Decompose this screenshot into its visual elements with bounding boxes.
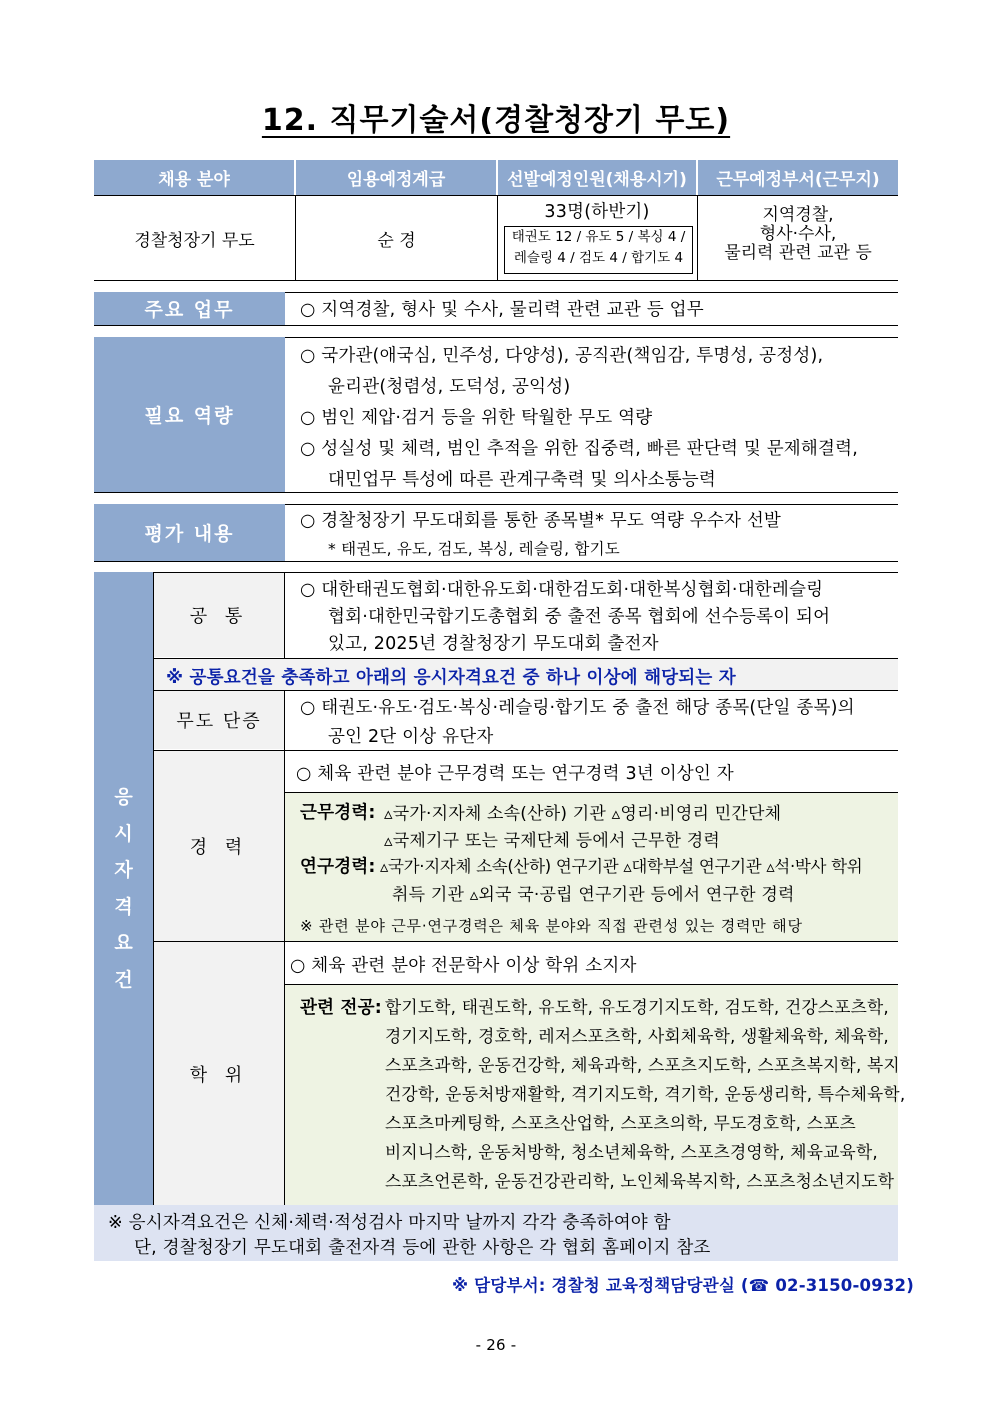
page-number: - 26 - <box>475 1336 517 1354</box>
career-label: 경 력 <box>154 751 284 941</box>
evaluation-note: * 태권도, 유도, 검도, 복싱, 레슬링, 합기도 <box>328 540 620 558</box>
common-line: 협회·대한민국합기도총협회 중 출전 종목 협회에 선수등록이 되어 <box>328 607 831 627</box>
competency-line: ○ 국가관(애국심, 민주성, 다양성), 공직관(책임감, 투명성, 공정성), <box>300 346 824 366</box>
count-value: 33명(하반기) <box>544 202 650 222</box>
major-line: 비지니스학, 운동처방학, 청소년체육학, 스포츠경영학, 체육교육학, <box>385 1142 878 1162</box>
major-line: 스포츠마케팅학, 스포츠산업학, 스포츠의학, 무도경호학, 스포츠 <box>385 1113 856 1133</box>
dept-line: 지역경찰, <box>762 205 834 225</box>
dan-line: ○ 태권도·유도·검도·복싱·레슬링·합기도 중 출전 해당 종목(단일 종목)의 <box>300 698 855 718</box>
work-career-line: ▵국제기구 또는 국제단체 등에서 근무한 경력 <box>384 831 720 851</box>
footnote-line: ※ 응시자격요건은 신체·체력·적성검사 마지막 날까지 각각 충족하여야 함 <box>108 1213 671 1233</box>
research-career-line: ▵국가·지자체 소속(산하) 연구기관 ▵대학부설 연구기관 ▵석·박사 학위 <box>380 857 863 876</box>
degree-main: ○ 체육 관련 분야 전문학사 이상 학위 소지자 <box>290 956 637 976</box>
major-label: 관련 전공: <box>300 998 382 1018</box>
degree-label: 학 위 <box>154 942 284 1205</box>
qualification-label-text: 응시자격요건 <box>114 786 133 991</box>
evaluation-line: ○ 경찰청장기 무도대회를 통한 종목별* 무도 역량 우수자 선발 <box>300 511 782 531</box>
page-title: 12. 직무기술서(경찰청장기 무도) <box>261 103 731 138</box>
breakdown-line: 레슬링 4 / 검도 4 / 합기도 4 <box>513 250 684 266</box>
competency-line: ○ 범인 제압·검거 등을 위한 탁월한 무도 역량 <box>300 408 653 428</box>
common-line: ○ 대한태권도협회·대한유도회·대한검도회·대한복싱협회·대한레슬링 <box>300 580 824 600</box>
common-line: 있고, 2025년 경찰청장기 무도대회 출전자 <box>328 634 659 654</box>
competency-line: 대민업무 특성에 따른 관계구축력 및 의사소통능력 <box>328 470 717 490</box>
header-count: 선발예정인원(채용시기) <box>498 160 696 195</box>
major-line: 경기지도학, 경호학, 레저스포츠학, 사회체육학, 생활체육학, 체육학, <box>385 1026 889 1046</box>
dept-line: 형사·수사, <box>759 224 837 244</box>
major-line: 스포츠언론학, 운동건강관리학, 노인체육복지학, 스포츠청소년지도학 <box>385 1171 895 1191</box>
notice-text: ※ 공통요건을 충족하고 아래의 응시자격요건 중 하나 이상에 해당되는 자 <box>166 668 736 688</box>
count-breakdown-box <box>504 226 693 274</box>
footnote-line: 단, 경찰청장기 무도대회 출전자격 등에 관한 사항은 각 협회 홈페이지 참조 <box>134 1238 711 1258</box>
duties-label: 주요 업무 <box>94 292 285 325</box>
competency-line: ○ 성실성 및 체력, 범인 추적을 위한 집중력, 빠른 판단력 및 문제해결력, <box>300 439 858 459</box>
work-career-line: ▵국가·지자체 소속(산하) 기관 ▵영리·비영리 민간단체 <box>384 804 782 824</box>
dept-value <box>698 206 898 263</box>
field-value: 경찰청장기 무도 <box>134 230 255 251</box>
duties-text: ○ 지역경찰, 형사 및 수사, 물리력 관련 교관 등 업무 <box>300 300 704 320</box>
contact-info: ※ 담당부서: 경찰청 교육정책담당관실 (☎ 02-3150-0932) <box>452 1276 914 1295</box>
competency-label: 필요 역량 <box>94 337 285 492</box>
qualification-label <box>94 572 153 1205</box>
common-label: 공 통 <box>154 573 284 657</box>
dept-line: 물리력 관련 교관 등 <box>724 243 872 263</box>
career-main: ○ 체육 관련 분야 근무경력 또는 연구경력 3년 이상인 자 <box>296 764 734 784</box>
research-career-line: 취득 기관 ▵외국 국·공립 연구기관 등에서 연구한 경력 <box>392 885 795 905</box>
career-note: ※ 관련 분야 근무·연구경력은 체육 분야와 직접 관련성 있는 경력만 해당 <box>300 917 803 935</box>
major-line: 건강학, 운동처방재활학, 격기지도학, 격기학, 운동생리학, 특수체육학, <box>385 1084 906 1104</box>
dan-label: 무도 단증 <box>154 691 284 749</box>
breakdown-line: 태권도 12 / 유도 5 / 복싱 4 / <box>511 229 686 245</box>
header-rank: 임용예정계급 <box>296 160 496 195</box>
evaluation-label: 평가 내용 <box>94 504 285 561</box>
header-dept: 근무예정부서(근무지) <box>698 160 898 195</box>
competency-line: 윤리관(청렴성, 도덕성, 공익성) <box>328 377 571 397</box>
dan-line: 공인 2단 이상 유단자 <box>328 727 494 747</box>
major-line: 합기도학, 태권도학, 유도학, 유도경기지도학, 검도학, 건강스포츠학, <box>385 997 889 1017</box>
major-line: 스포츠과학, 운동건강학, 체육과학, 스포츠지도학, 스포츠복지학, 복지 <box>385 1055 900 1075</box>
header-field: 채용 분야 <box>94 160 294 195</box>
rank-value: 순 경 <box>377 230 416 251</box>
work-career-label: 근무경력: <box>300 803 376 823</box>
research-career-label: 연구경력: <box>300 857 376 877</box>
